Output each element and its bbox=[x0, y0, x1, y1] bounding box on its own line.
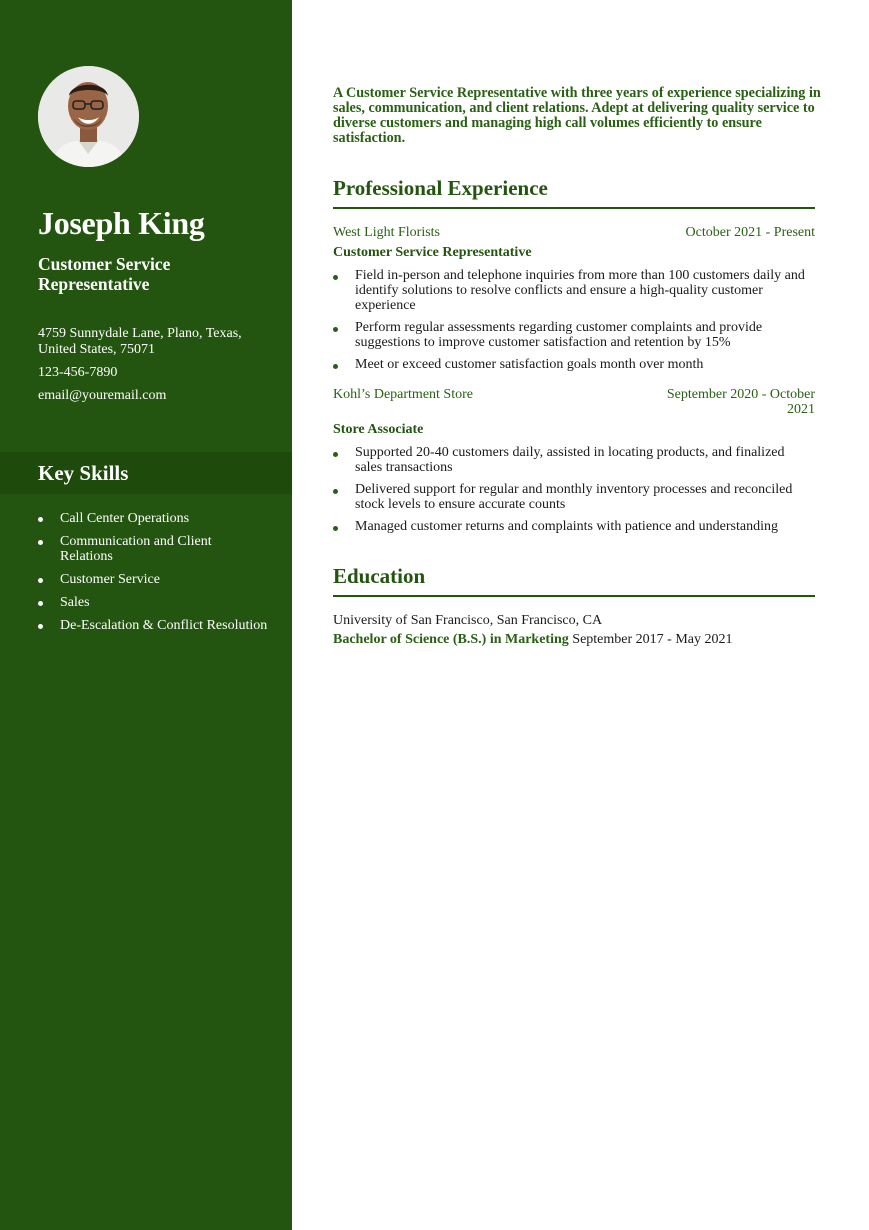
job-bullet-text: Perform regular assessments regarding customer complaints and provide suggestions to improve customer satisfaction and retention by 15% bbox=[355, 320, 763, 350]
bullet-icon bbox=[333, 327, 338, 332]
job-bullet-text: Managed customer returns and complaints with patience and understanding bbox=[355, 519, 778, 534]
job-bullet-text: Supported 20-40 customers daily, assisted in locating products, and finalized sales transactions bbox=[355, 445, 785, 475]
sidebar bbox=[0, 0, 292, 1230]
contact-phone: 123-456-7890 bbox=[38, 365, 118, 380]
bullet-icon bbox=[38, 601, 43, 606]
job-bullet-text: Field in-person and telephone inquiries from more than 100 customers daily and identify solutions to resolve conflicts and ensure a high-quality customer experience bbox=[355, 268, 805, 313]
job-company: Kohl’s Department Store bbox=[333, 387, 473, 402]
job-bullet bbox=[333, 482, 815, 512]
bullet-icon bbox=[333, 275, 338, 280]
skills-list bbox=[38, 511, 268, 641]
avatar bbox=[38, 66, 139, 167]
bullet-icon bbox=[333, 364, 338, 369]
job-bullet bbox=[333, 320, 815, 350]
skill-item bbox=[38, 534, 268, 564]
job-bullet-text: Delivered support for regular and monthly inventory processes and reconciled stock levels to ensure accurate counts bbox=[355, 482, 793, 512]
bullet-icon bbox=[38, 578, 43, 583]
job-dates: September 2020 - October 2021 bbox=[666, 387, 815, 417]
education-degree: Bachelor of Science (B.S.) in Marketing bbox=[333, 632, 569, 647]
skill-item bbox=[38, 618, 268, 633]
job-bullets bbox=[333, 445, 815, 541]
bullet-icon bbox=[38, 517, 43, 522]
profile-photo bbox=[38, 66, 139, 167]
skill-item bbox=[38, 511, 268, 526]
bullet-icon bbox=[333, 526, 338, 531]
bullet-icon bbox=[333, 452, 338, 457]
job-bullet bbox=[333, 519, 815, 534]
job-bullet bbox=[333, 357, 815, 372]
skills-heading: Key Skills bbox=[38, 461, 129, 485]
education-details bbox=[333, 632, 732, 648]
contact-email: email@youremail.com bbox=[38, 388, 167, 403]
summary: A Customer Service Representative with three years of experience specializing in sales, communication, and client relations. Adept at delivering quality service to diverse customers and managing high call volumes efficiently to ensure satisfaction. bbox=[333, 85, 821, 146]
job-bullets bbox=[333, 268, 815, 379]
job-role: Store Associate bbox=[333, 422, 424, 437]
job-company: West Light Florists bbox=[333, 225, 440, 240]
education-school: University of San Francisco, San Francisco, CA bbox=[333, 613, 603, 628]
bullet-icon bbox=[38, 624, 43, 629]
skill-label: De-Escalation & Conflict Resolution bbox=[60, 618, 268, 633]
job-role: Customer Service Representative bbox=[333, 245, 532, 260]
skill-label: Customer Service bbox=[60, 572, 160, 587]
job-dates: October 2021 - Present bbox=[685, 225, 815, 240]
experience-heading: Professional Experience bbox=[333, 176, 815, 209]
skill-label: Communication and Client Relations bbox=[60, 534, 212, 564]
job-bullet-text: Meet or exceed customer satisfaction goals month over month bbox=[355, 357, 704, 372]
job-bullet bbox=[333, 445, 815, 475]
education-dates: September 2017 - May 2021 bbox=[572, 632, 733, 647]
candidate-name: Joseph King bbox=[38, 205, 205, 241]
bullet-icon bbox=[333, 489, 338, 494]
contact-address: 4759 Sunnydale Lane, Plano, Texas, United States, 75071 bbox=[38, 326, 242, 357]
skill-label: Call Center Operations bbox=[60, 511, 190, 526]
skill-item bbox=[38, 572, 268, 587]
job-bullet bbox=[333, 268, 815, 313]
skill-item bbox=[38, 595, 268, 610]
education-heading: Education bbox=[333, 564, 815, 597]
candidate-title: Customer Service Representative bbox=[38, 254, 171, 294]
skill-label: Sales bbox=[60, 595, 90, 610]
bullet-icon bbox=[38, 540, 43, 545]
